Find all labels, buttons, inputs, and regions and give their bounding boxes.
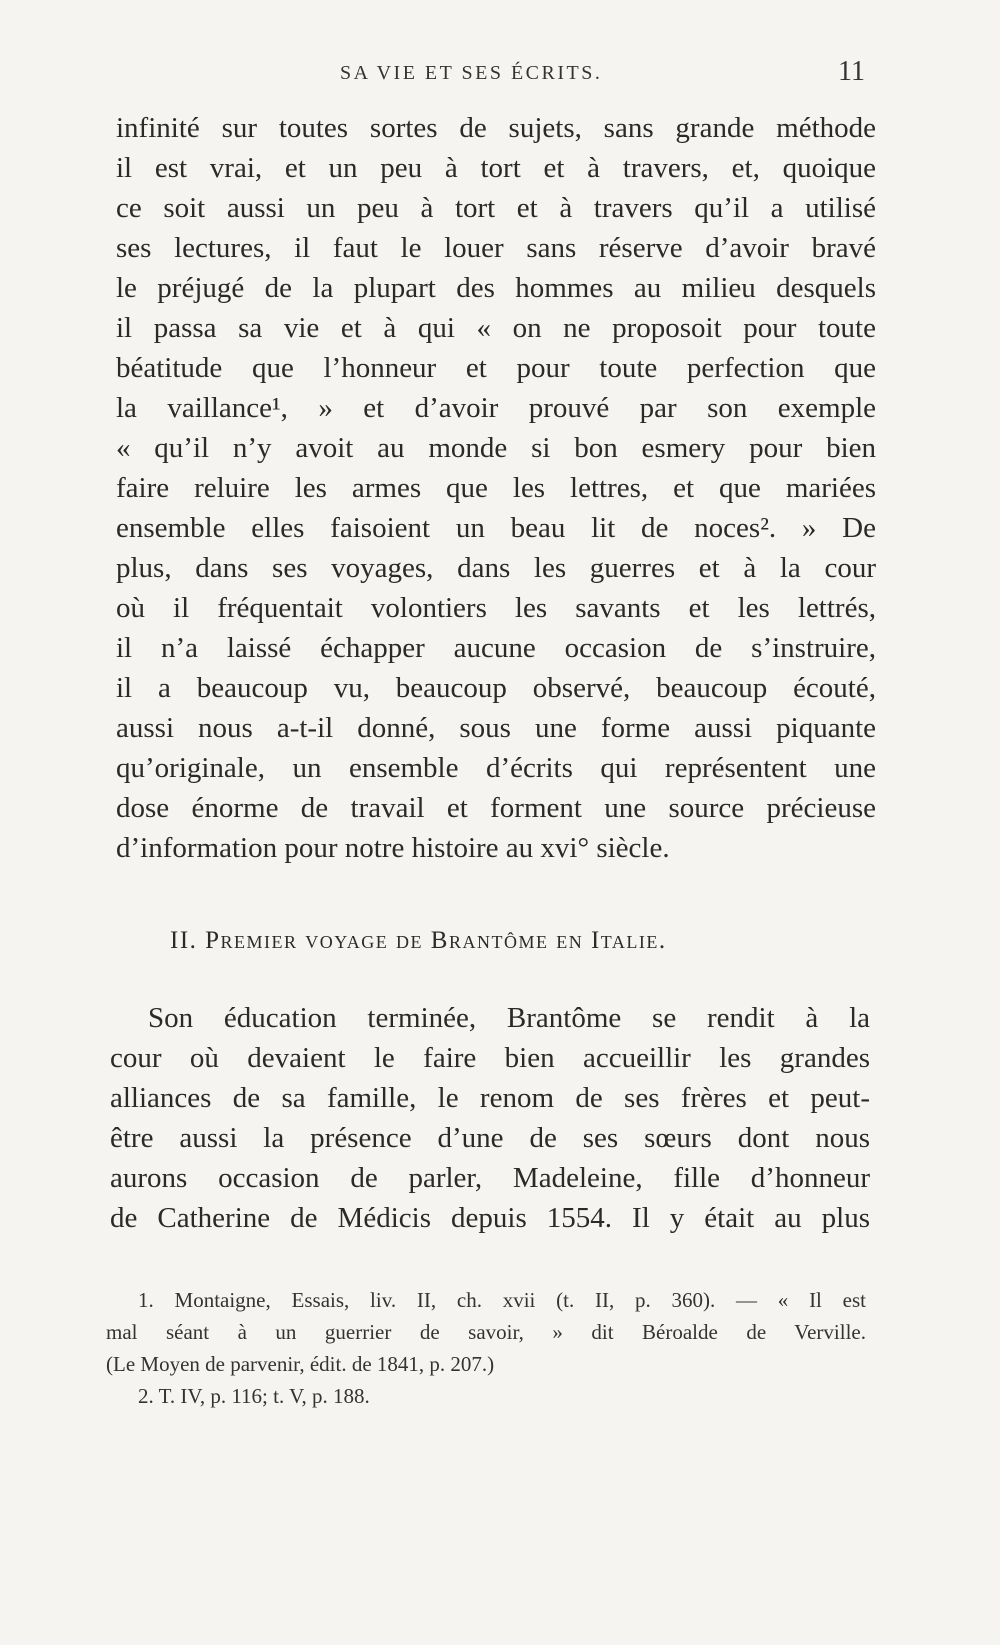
section-heading: II. Premier voyage de Brantôme en Italie. (170, 927, 667, 954)
text-line: dose énorme de travail et forment une source précieuse (116, 792, 876, 824)
text-line: aussi nous a-t-il donné, sous une forme aussi piquante (116, 712, 876, 744)
text-line: où il fréquentait volontiers les savants et les lettrés, (116, 592, 876, 624)
text-line: plus, dans ses voyages, dans les guerres et à la cour (116, 552, 876, 584)
text-line: il n’a laissé échapper aucune occasion de s’instruire, (116, 632, 876, 664)
running-head (0, 56, 1000, 96)
text-line: « qu’il n’y avoit au monde si bon esmery pour bien (116, 432, 876, 464)
text-line: il est vrai, et un peu à tort et à travers, et, quoique (116, 152, 876, 184)
text-line: ses lectures, il faut le louer sans réserve d’avoir bravé (116, 232, 876, 264)
text-line: la vaillance¹, » et d’avoir prouvé par son exemple (116, 392, 876, 424)
text-line: il a beaucoup vu, beaucoup observé, beaucoup écouté, (116, 672, 876, 704)
text-line: le préjugé de la plupart des hommes au milieu desquels (116, 272, 876, 304)
text-line: d’information pour notre histoire au xvi° siècle. (116, 832, 670, 864)
footnote-line: 2. T. IV, p. 116; t. V, p. 188. (138, 1384, 370, 1408)
text-line: Son éducation terminée, Brantôme se rendit à la (148, 1002, 870, 1034)
running-title: SA VIE ET SES ÉCRITS. (340, 62, 603, 84)
text-line: ensemble elles faisoient un beau lit de noces². » De (116, 512, 876, 544)
text-line: qu’originale, un ensemble d’écrits qui représentent une (116, 752, 876, 784)
text-line: de Catherine de Médicis depuis 1554. Il y était au plus (110, 1202, 870, 1234)
text-line: être aussi la présence d’une de ses sœurs dont nous (110, 1122, 870, 1154)
text-line: cour où devaient le faire bien accueillir les grandes (110, 1042, 870, 1074)
text-line: infinité sur toutes sortes de sujets, sans grande méthode (116, 112, 876, 144)
footnote-line: (Le Moyen de parvenir, édit. de 1841, p. 207.) (106, 1352, 495, 1376)
footnote-line: 1. Montaigne, Essais, liv. II, ch. xvii (t. II, p. 360). — « Il est (138, 1288, 866, 1312)
text-line: aurons occasion de parler, Madeleine, fille d’honneur (110, 1162, 870, 1194)
footnote-line: mal séant à un guerrier de savoir, » dit Béroalde de Verville. (106, 1320, 866, 1344)
text-line: il passa sa vie et à qui « on ne proposoit pour toute (116, 312, 876, 344)
paragraph-2 (110, 998, 870, 1238)
text-line: ce soit aussi un peu à tort et à travers qu’il a utilisé (116, 192, 876, 224)
footnotes (106, 1284, 866, 1412)
text-line: alliances de sa famille, le renom de ses frères et peut- (110, 1082, 870, 1114)
paragraph-1 (116, 108, 876, 868)
text-line: faire reluire les armes que les lettres, et que mariées (116, 472, 876, 504)
page-number: 11 (838, 56, 865, 87)
text-line: béatitude que l’honneur et pour toute perfection que (116, 352, 876, 384)
